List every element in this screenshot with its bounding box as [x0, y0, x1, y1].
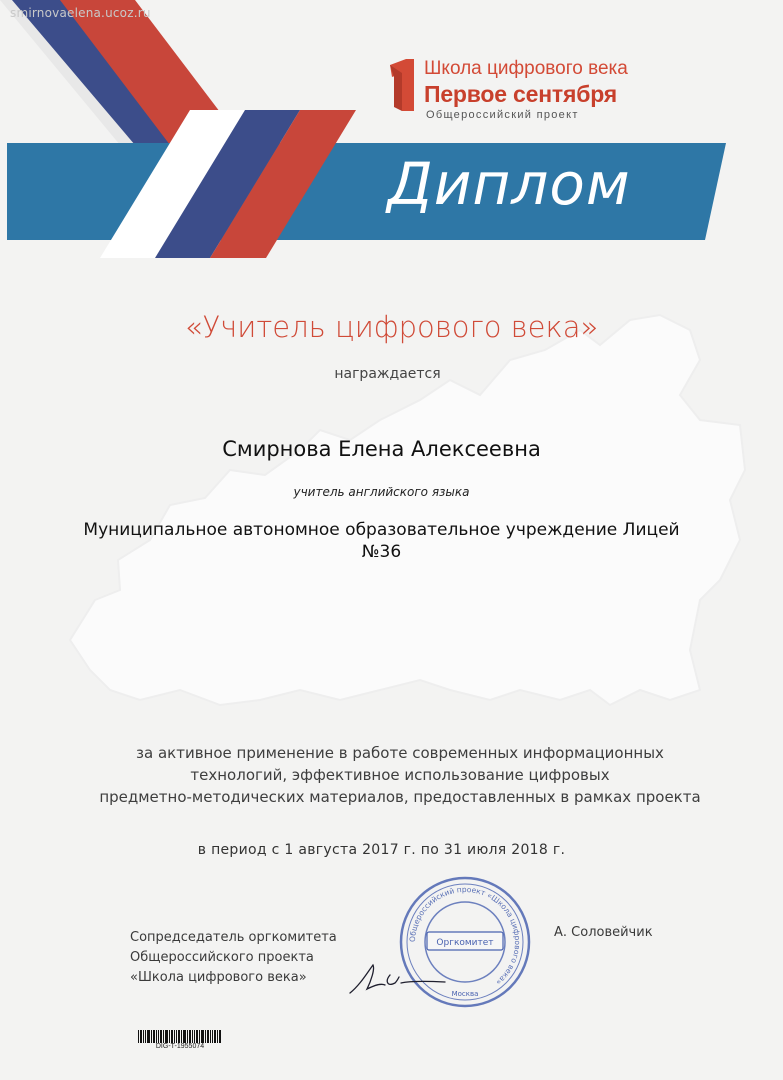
stamp-ring-text: Общероссийский проект «Школа цифрового века» [407, 884, 523, 988]
signatory-name: А. Соловейчик [554, 925, 653, 940]
logo-brand-name: Первое сентября [424, 81, 617, 107]
signatory-title [130, 928, 370, 988]
award-title: «Учитель цифрового века» [184, 310, 599, 344]
recipient-organization: Муниципальное автономное образовательное учреждение Лицей №36 [83, 520, 680, 562]
logo-school-name: Школа цифрового века [424, 58, 628, 79]
signatory-line-1: Сопредседатель оргкомитета [130, 930, 337, 945]
award-period: в период с 1 августа 2017 г. по 31 июля 2018 г. [197, 842, 566, 858]
logo-mark-icon [388, 59, 416, 111]
recipient-position: учитель английского языка [293, 485, 470, 499]
recipient-name: Смирнова Елена Алексеевна [222, 437, 541, 461]
reason-line-3: предметно-методических материалов, предоставленных в рамках проекта [99, 788, 701, 806]
barcode-number: DIG-T-1955074 [155, 1043, 205, 1050]
reason-line-1: за активное применение в работе современных информационных [136, 744, 664, 762]
award-reason [60, 742, 740, 808]
watermark-url: smirnovaelena.ucoz.ru [10, 6, 151, 20]
project-logo [384, 56, 644, 126]
signatory-line-2: Общероссийского проекта [130, 950, 314, 965]
flag-ribbon-banner [0, 0, 783, 270]
diploma-title: Диплом [387, 150, 631, 218]
stamp-bottom-text: Москва [451, 990, 479, 998]
logo-subtitle: Общероссийский проект [426, 109, 579, 121]
awarded-label: награждается [334, 366, 441, 382]
signatory-line-3: «Школа цифрового века» [130, 970, 307, 985]
reason-line-2: технологий, эффективное использование цифровых [190, 766, 610, 784]
handwritten-signature [345, 955, 455, 1000]
stamp-center-text: Оргкомитет [436, 938, 494, 948]
barcode [138, 1030, 222, 1043]
